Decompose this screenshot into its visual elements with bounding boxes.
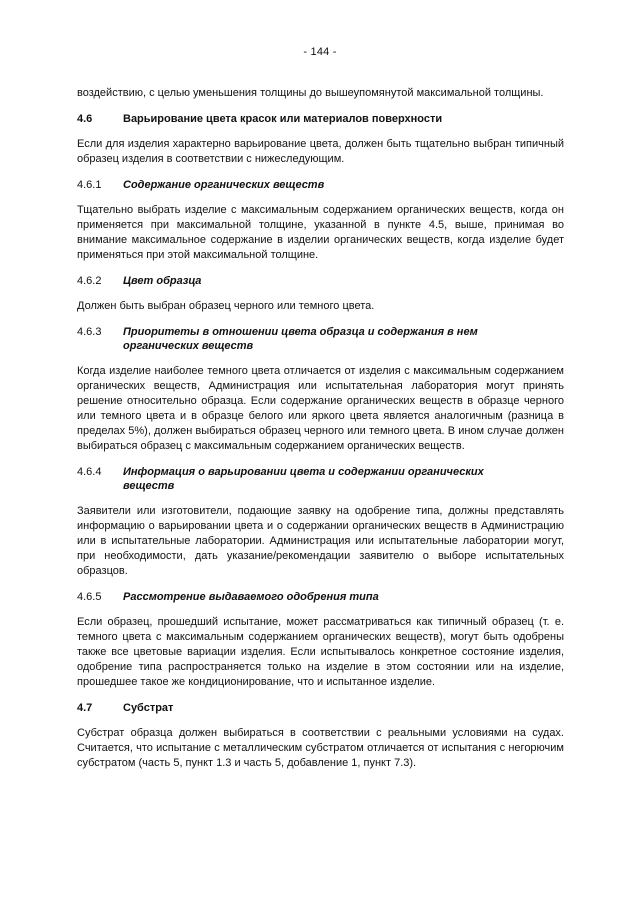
section-4-6-3-paragraph: Когда изделие наиболее темного цвета отличается от изделия с максимальным содержанием органических веществ, Администрация или испытательная лаборатория могут принять решение относительно образца. Если содержание органических веществ в образце черного или темного цвета и в образце белого или яркого цвета является аналогичным (разница в пределах 5%), должен выбираться образец черного или темного цвета. В ином случае должен выбираться образец с максимальным содержанием органических веществ. <box>77 365 564 452</box>
page-number: - 144 - <box>303 46 337 58</box>
section-4-6-4-paragraph: Заявители или изготовители, подающие заявку на одобрение типа, должны представлять информацию о варьировании цвета и о содержании органических веществ в Администрацию или в испытательные лаборатории. Администрация или испытательные лаборатории могут, при необходимости, дать указание/рекомендации заявителю о выборе испытательных образцов. <box>77 505 564 577</box>
section-4-7-heading <box>77 701 564 715</box>
section-number: 4.6.5 <box>77 591 102 603</box>
section-4-6-1-paragraph: Тщательно выбрать изделие с максимальным содержанием органических веществ, когда он применяется при максимальной толщине, указанной в пункте 4.5, выше, принимая во внимание максимальное содержание в изделии органических веществ, когда изделие будет применяться при этой максимальной толщине. <box>77 204 564 261</box>
section-4-6-4-heading <box>77 465 564 493</box>
section-number: 4.6.1 <box>77 179 102 191</box>
intro-paragraph: воздействию, с целью уменьшения толщины до вышеупомянутой максимальной толщины. <box>77 87 544 99</box>
section-number: 4.7 <box>77 702 93 714</box>
section-4-6-heading <box>77 112 564 126</box>
section-4-6-5-heading <box>77 590 564 604</box>
section-4-6-paragraph: Если для изделия характерно варьирование цвета, должен быть тщательно выбран типичный образец изделия в соответствии с нижеследующим. <box>77 138 564 165</box>
section-title: Содержание органических веществ <box>123 179 325 191</box>
section-4-6-1-heading <box>77 178 564 192</box>
section-4-7-paragraph: Субстрат образца должен выбираться в соответствии с реальными условиями на судах. Считается, что испытание с металлическим субстратом отличается от испытания с негорючим субстратом (часть 5, пункт 1.3 и часть 5, добавление 1, пункт 7.3). <box>77 727 564 769</box>
section-number: 4.6.2 <box>77 275 102 287</box>
section-4-6-2-paragraph: Должен быть выбран образец черного или темного цвета. <box>77 300 375 312</box>
section-4-6-5-paragraph: Если образец, прошедший испытание, может рассматриваться как типичный образец (т. е. темного цвета с максимальным содержанием органических веществ), могут быть одобрены также все цветовые вариации изделия. Если испытывалось конкретное состояние изделия, одобрение типа распространяется только на изделие в этом состоянии или на изделие, прошедшее такое же кондиционирование, что и испытанное изделие. <box>77 616 564 688</box>
section-4-6-3-heading <box>77 325 564 353</box>
section-4-6-2-heading <box>77 274 564 288</box>
section-title: Информация о варьировании цвета и содержании органических веществ <box>123 466 484 492</box>
section-title: Цвет образца <box>123 275 202 287</box>
section-title: Варьирование цвета красок или материалов поверхности <box>123 113 443 125</box>
page-content <box>77 86 564 771</box>
section-title: Приоритеты в отношении цвета образца и содержания в нем органических веществ <box>123 326 478 352</box>
section-number: 4.6 <box>77 113 93 125</box>
section-number: 4.6.3 <box>77 326 102 338</box>
section-title: Субстрат <box>123 702 174 714</box>
section-title: Рассмотрение выдаваемого одобрения типа <box>123 591 379 603</box>
section-number: 4.6.4 <box>77 466 102 478</box>
